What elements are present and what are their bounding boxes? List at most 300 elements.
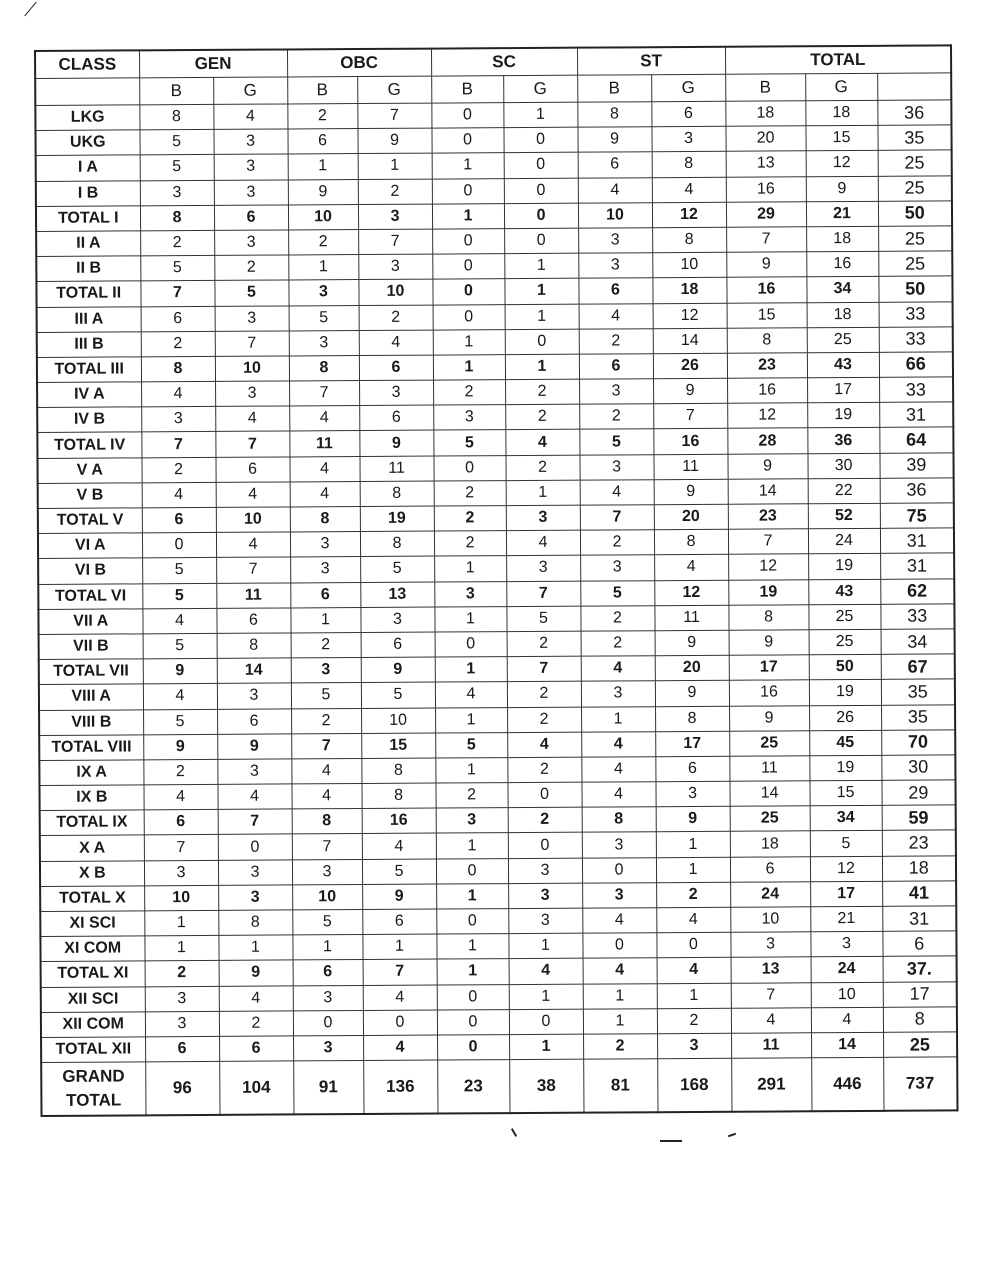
value-cell: 31 [880,553,954,579]
class-cell: VIII A [39,684,143,710]
value-cell: 7 [358,229,432,255]
value-cell: 3 [359,380,433,406]
value-cell: 9 [726,252,806,278]
value-cell: 5 [292,910,362,936]
value-cell: 28 [727,428,807,454]
value-cell: 17 [810,881,882,907]
value-cell: 1 [362,934,436,960]
value-cell: 4 [657,958,731,984]
value-cell: 1 [358,153,432,179]
value-cell: 0 [431,128,503,154]
value-cell: 7 [357,103,431,129]
value-cell: 1 [435,757,507,783]
value-cell: 9 [217,734,291,760]
value-cell: 2 [143,759,217,785]
value-cell: 5 [142,558,216,584]
value-cell: 1 [144,936,218,962]
grand-total-value: 168 [657,1058,731,1112]
value-cell: 3 [293,1035,363,1061]
value-cell: 3 [218,885,292,911]
value-cell: 25 [878,175,952,201]
value-cell: 37. [883,956,957,982]
value-cell: 15 [809,780,881,806]
value-cell: 3 [290,557,360,583]
value-cell: 17 [655,731,729,757]
value-cell: 3 [434,581,506,607]
value-cell: 39 [879,453,953,479]
value-cell: 3 [145,1011,219,1037]
value-cell: 16 [729,680,809,706]
value-cell: 12 [728,554,808,580]
value-cell: 50 [809,654,881,680]
value-cell: 5 [362,859,436,885]
value-cell: 3 [217,683,291,709]
value-cell: 3 [145,986,219,1012]
value-cell: 4 [289,456,359,482]
value-cell: 9 [654,479,728,505]
value-cell: 18 [805,100,877,126]
value-cell: 4 [505,430,579,456]
value-cell: 1 [505,304,579,330]
value-cell: 0 [437,984,509,1010]
value-cell: 1 [434,606,506,632]
value-cell: 8 [217,633,291,659]
value-cell: 3 [578,228,652,254]
value-cell: 6 [144,810,218,836]
value-cell: 30 [881,755,955,781]
value-cell: 2 [656,882,730,908]
class-cell: VII A [38,609,142,635]
pen-mark [511,1128,517,1137]
value-cell: 41 [882,881,956,907]
value-cell: 29 [881,780,955,806]
class-cell: I A [36,155,140,181]
value-cell: 2 [141,457,215,483]
value-cell: 2 [291,708,361,734]
value-cell: 2 [145,961,219,987]
value-cell: 0 [504,178,578,204]
value-cell: 19 [809,680,881,706]
value-cell: 9 [143,659,217,685]
value-cell: 5 [361,682,435,708]
value-cell: 1 [583,1008,657,1034]
value-cell: 3 [581,681,655,707]
value-cell: 8 [655,706,729,732]
group-header-st: ST [577,47,725,75]
class-cell: XII SCI [41,986,145,1012]
value-cell: 1 [509,984,583,1010]
value-cell: 3 [508,858,582,884]
value-cell: 7 [218,809,292,835]
value-cell: 3 [290,532,360,558]
value-cell: 1 [508,933,582,959]
value-cell: 17 [807,377,879,403]
value-cell: 9 [656,807,730,833]
class-cell: XII COM [41,1012,145,1038]
value-cell: 25 [807,327,879,353]
grand-total-value: 38 [509,1059,583,1113]
value-cell: 23 [728,504,808,530]
class-cell: II B [36,256,140,282]
value-cell: 18 [652,278,726,304]
value-cell: 9 [729,705,809,731]
value-cell: 16 [653,429,727,455]
grand-total-value: 81 [583,1059,657,1113]
value-cell: 15 [727,302,807,328]
value-cell: 9 [655,681,729,707]
value-cell: 75 [880,503,954,529]
value-cell: 4 [213,104,287,130]
value-cell: 36 [807,428,879,454]
value-cell: 8 [883,1007,957,1033]
subheader-cell: G [213,77,287,104]
value-cell: 1 [506,480,580,506]
table-body [35,100,957,1116]
value-cell: 20 [725,126,805,152]
value-cell: 11 [216,583,290,609]
value-cell: 4 [506,530,580,556]
value-cell: 0 [363,1010,437,1036]
value-cell: 2 [359,305,433,331]
class-cell: UKG [35,130,139,156]
value-cell: 13 [726,151,806,177]
value-cell: 4 [290,481,360,507]
value-cell: 2 [288,229,358,255]
value-cell: 4 [581,782,655,808]
value-cell: 0 [507,782,581,808]
value-cell: 3 [214,180,288,206]
value-cell: 3 [657,1033,731,1059]
value-cell: 18 [806,226,878,252]
value-cell: 14 [811,1032,883,1058]
value-cell: 4 [143,684,217,710]
value-cell: 12 [727,403,807,429]
class-cell: TOTAL IX [40,810,144,836]
value-cell: 0 [293,1010,363,1036]
class-cell: TOTAL VIII [39,735,143,761]
value-cell: 2 [657,1008,731,1034]
value-cell: 3 [436,808,508,834]
enrolment-sheet [34,44,957,1117]
value-cell: 5 [433,430,505,456]
value-cell: 1 [509,1034,583,1060]
value-cell: 6 [217,708,291,734]
value-cell: 36 [877,100,951,126]
value-cell: 4 [583,958,657,984]
value-cell: 9 [806,176,878,202]
value-cell: 8 [361,783,435,809]
subheader-cell: G [805,73,877,100]
value-cell: 3 [293,985,363,1011]
value-cell: 7 [141,432,215,458]
value-cell: 7 [506,581,580,607]
value-cell: 31 [882,906,956,932]
value-cell: 0 [582,933,656,959]
value-cell: 11 [359,456,433,482]
value-cell: 4 [507,732,581,758]
value-cell: 12 [652,202,726,228]
subheader-cell: B [139,77,213,104]
value-cell: 19 [808,554,880,580]
value-cell: 24 [730,882,810,908]
value-cell: 9 [357,128,431,154]
value-cell: 1 [144,910,218,936]
value-cell: 2 [508,807,582,833]
value-cell: 4 [652,177,726,203]
value-cell: 13 [731,957,811,983]
value-cell: 1 [504,253,578,279]
value-cell: 7 [653,404,727,430]
grand-total-value: 136 [363,1060,437,1114]
value-cell: 3 [506,505,580,531]
grand-total-value: 96 [145,1062,219,1116]
value-cell: 1 [504,278,578,304]
value-cell: 1 [292,935,362,961]
value-cell: 4 [219,985,293,1011]
pen-mark [660,1140,682,1142]
value-cell: 25 [883,1032,957,1058]
value-cell: 4 [578,177,652,203]
value-cell: 2 [505,404,579,430]
value-cell: 18 [807,302,879,328]
value-cell: 9 [577,127,651,153]
value-cell: 3 [579,454,653,480]
value-cell: 35 [877,125,951,151]
value-cell: 6 [730,856,810,882]
value-cell: 2 [214,255,288,281]
value-cell: 6 [362,909,436,935]
class-cell: TOTAL IV [37,432,141,458]
value-cell: 33 [879,377,953,403]
value-cell: 19 [728,579,808,605]
grand-total-value: 291 [731,1058,811,1112]
value-cell: 26 [653,353,727,379]
value-cell: 9 [361,657,435,683]
subheader-cell: G [651,74,725,101]
class-header: CLASS [35,50,139,78]
value-cell: 4 [582,908,656,934]
value-cell: 7 [363,959,437,985]
value-cell: 1 [436,833,508,859]
value-cell: 2 [507,681,581,707]
value-cell: 1 [434,556,506,582]
value-cell: 24 [811,957,883,983]
value-cell: 10 [361,708,435,734]
class-cell: TOTAL I [36,206,140,232]
value-cell: 4 [216,482,290,508]
value-cell: 12 [653,303,727,329]
value-cell: 1 [436,883,508,909]
value-cell: 6 [359,355,433,381]
value-cell: 0 [218,834,292,860]
value-cell: 4 [363,1035,437,1061]
value-cell: 67 [881,654,955,680]
value-cell: 10 [215,356,289,382]
subheader-cell: B [725,74,805,101]
value-cell: 3 [144,860,218,886]
value-cell: 4 [509,959,583,985]
class-cell: X B [40,860,144,886]
value-cell: 19 [360,506,434,532]
value-cell: 3 [730,932,810,958]
value-cell: 34 [806,277,878,303]
value-cell: 10 [216,507,290,533]
value-cell: 6 [578,278,652,304]
grand-total-row [41,1057,957,1116]
value-cell: 8 [728,605,808,631]
value-cell: 3 [141,407,215,433]
value-cell: 11 [289,431,359,457]
value-cell: 43 [807,352,879,378]
value-cell: 66 [879,352,953,378]
value-cell: 1 [657,983,731,1009]
value-cell: 5 [580,580,654,606]
value-cell: 25 [808,604,880,630]
value-cell: 10 [811,982,883,1008]
value-cell: 6 [145,1036,219,1062]
value-cell: 7 [216,557,290,583]
value-cell: 8 [218,910,292,936]
value-cell: 3 [508,908,582,934]
value-cell: 7 [580,505,654,531]
value-cell: 13 [360,582,434,608]
value-cell: 18 [730,831,810,857]
value-cell: 31 [880,528,954,554]
value-cell: 3 [289,330,359,356]
class-cell: VIII B [39,709,143,735]
value-cell: 2 [507,631,581,657]
value-cell: 10 [144,885,218,911]
class-cell: TOTAL III [37,357,141,383]
value-cell: 0 [505,329,579,355]
value-cell: 21 [806,201,878,227]
value-cell: 2 [287,104,357,130]
value-cell: 0 [437,1009,509,1035]
value-cell: 20 [654,504,728,530]
value-cell: 3 [291,658,361,684]
value-cell: 36 [880,478,954,504]
value-cell: 0 [509,1009,583,1035]
class-cell: VII B [39,634,143,660]
value-cell: 11 [729,756,809,782]
class-cell: XI COM [40,936,144,962]
value-cell: 12 [654,580,728,606]
value-cell: 9 [727,453,807,479]
value-cell: 2 [507,757,581,783]
group-header-sc: SC [431,48,577,76]
value-cell: 4 [580,480,654,506]
value-cell: 8 [577,102,651,128]
value-cell: 7 [731,982,811,1008]
value-cell: 3 [214,154,288,180]
value-cell: 9 [362,884,436,910]
value-cell: 8 [139,104,213,130]
value-cell: 9 [729,630,809,656]
value-cell: 22 [808,478,880,504]
value-cell: 34 [881,629,955,655]
value-cell: 3 [214,230,288,256]
value-cell: 16 [726,176,806,202]
group-header-total: TOTAL [725,45,951,74]
value-cell: 1 [435,657,507,683]
value-cell: 31 [879,402,953,428]
value-cell: 6 [655,756,729,782]
value-cell: 1 [437,959,509,985]
value-cell: 2 [434,506,506,532]
value-cell: 8 [361,758,435,784]
value-cell: 30 [807,453,879,479]
value-cell: 3 [288,280,358,306]
value-cell: 25 [878,251,952,277]
value-cell: 5 [139,130,213,156]
class-cell: V A [37,457,141,483]
class-cell: VI B [38,558,142,584]
value-cell: 2 [580,605,654,631]
value-cell: 0 [432,178,504,204]
grand-total-value: 737 [883,1057,957,1111]
value-cell: 3 [358,204,432,230]
value-cell: 10 [578,202,652,228]
value-cell: 6 [578,152,652,178]
value-cell: 2 [433,380,505,406]
value-cell: 7 [507,656,581,682]
value-cell: 16 [727,378,807,404]
value-cell: 3 [215,381,289,407]
value-cell: 4 [363,985,437,1011]
class-cell: TOTAL VII [39,659,143,685]
subheader-cell: B [577,75,651,102]
value-cell: 33 [880,604,954,630]
value-cell: 50 [878,276,952,302]
pen-mark [24,2,36,16]
value-cell: 3 [578,253,652,279]
value-cell: 8 [652,152,726,178]
value-cell: 33 [879,301,953,327]
value-cell: 2 [435,783,507,809]
value-cell: 4 [216,532,290,558]
class-cell: V B [38,483,142,509]
enrolment-table [34,44,959,1117]
value-cell: 7 [215,431,289,457]
value-cell: 2 [358,179,432,205]
class-cell: TOTAL X [40,886,144,912]
value-cell: 21 [810,906,882,932]
value-cell: 4 [143,784,217,810]
value-cell: 2 [141,331,215,357]
value-cell: 1 [288,255,358,281]
value-cell: 7 [292,834,362,860]
class-cell: TOTAL V [38,508,142,534]
value-cell: 3 [140,180,214,206]
value-cell: 4 [215,406,289,432]
value-cell: 2 [434,531,506,557]
grand-total-value: 104 [219,1061,293,1115]
value-cell: 25 [878,150,952,176]
value-cell: 4 [654,555,728,581]
value-cell: 3 [651,126,725,152]
value-cell: 6 [293,960,363,986]
value-cell: 8 [727,327,807,353]
value-cell: 35 [881,704,955,730]
value-cell: 1 [505,354,579,380]
value-cell: 2 [581,631,655,657]
value-cell: 29 [726,202,806,228]
value-cell: 4 [656,907,730,933]
subheader-cell: B [431,76,503,103]
value-cell: 5 [140,256,214,282]
value-cell: 3 [358,254,432,280]
value-cell: 5 [360,556,434,582]
